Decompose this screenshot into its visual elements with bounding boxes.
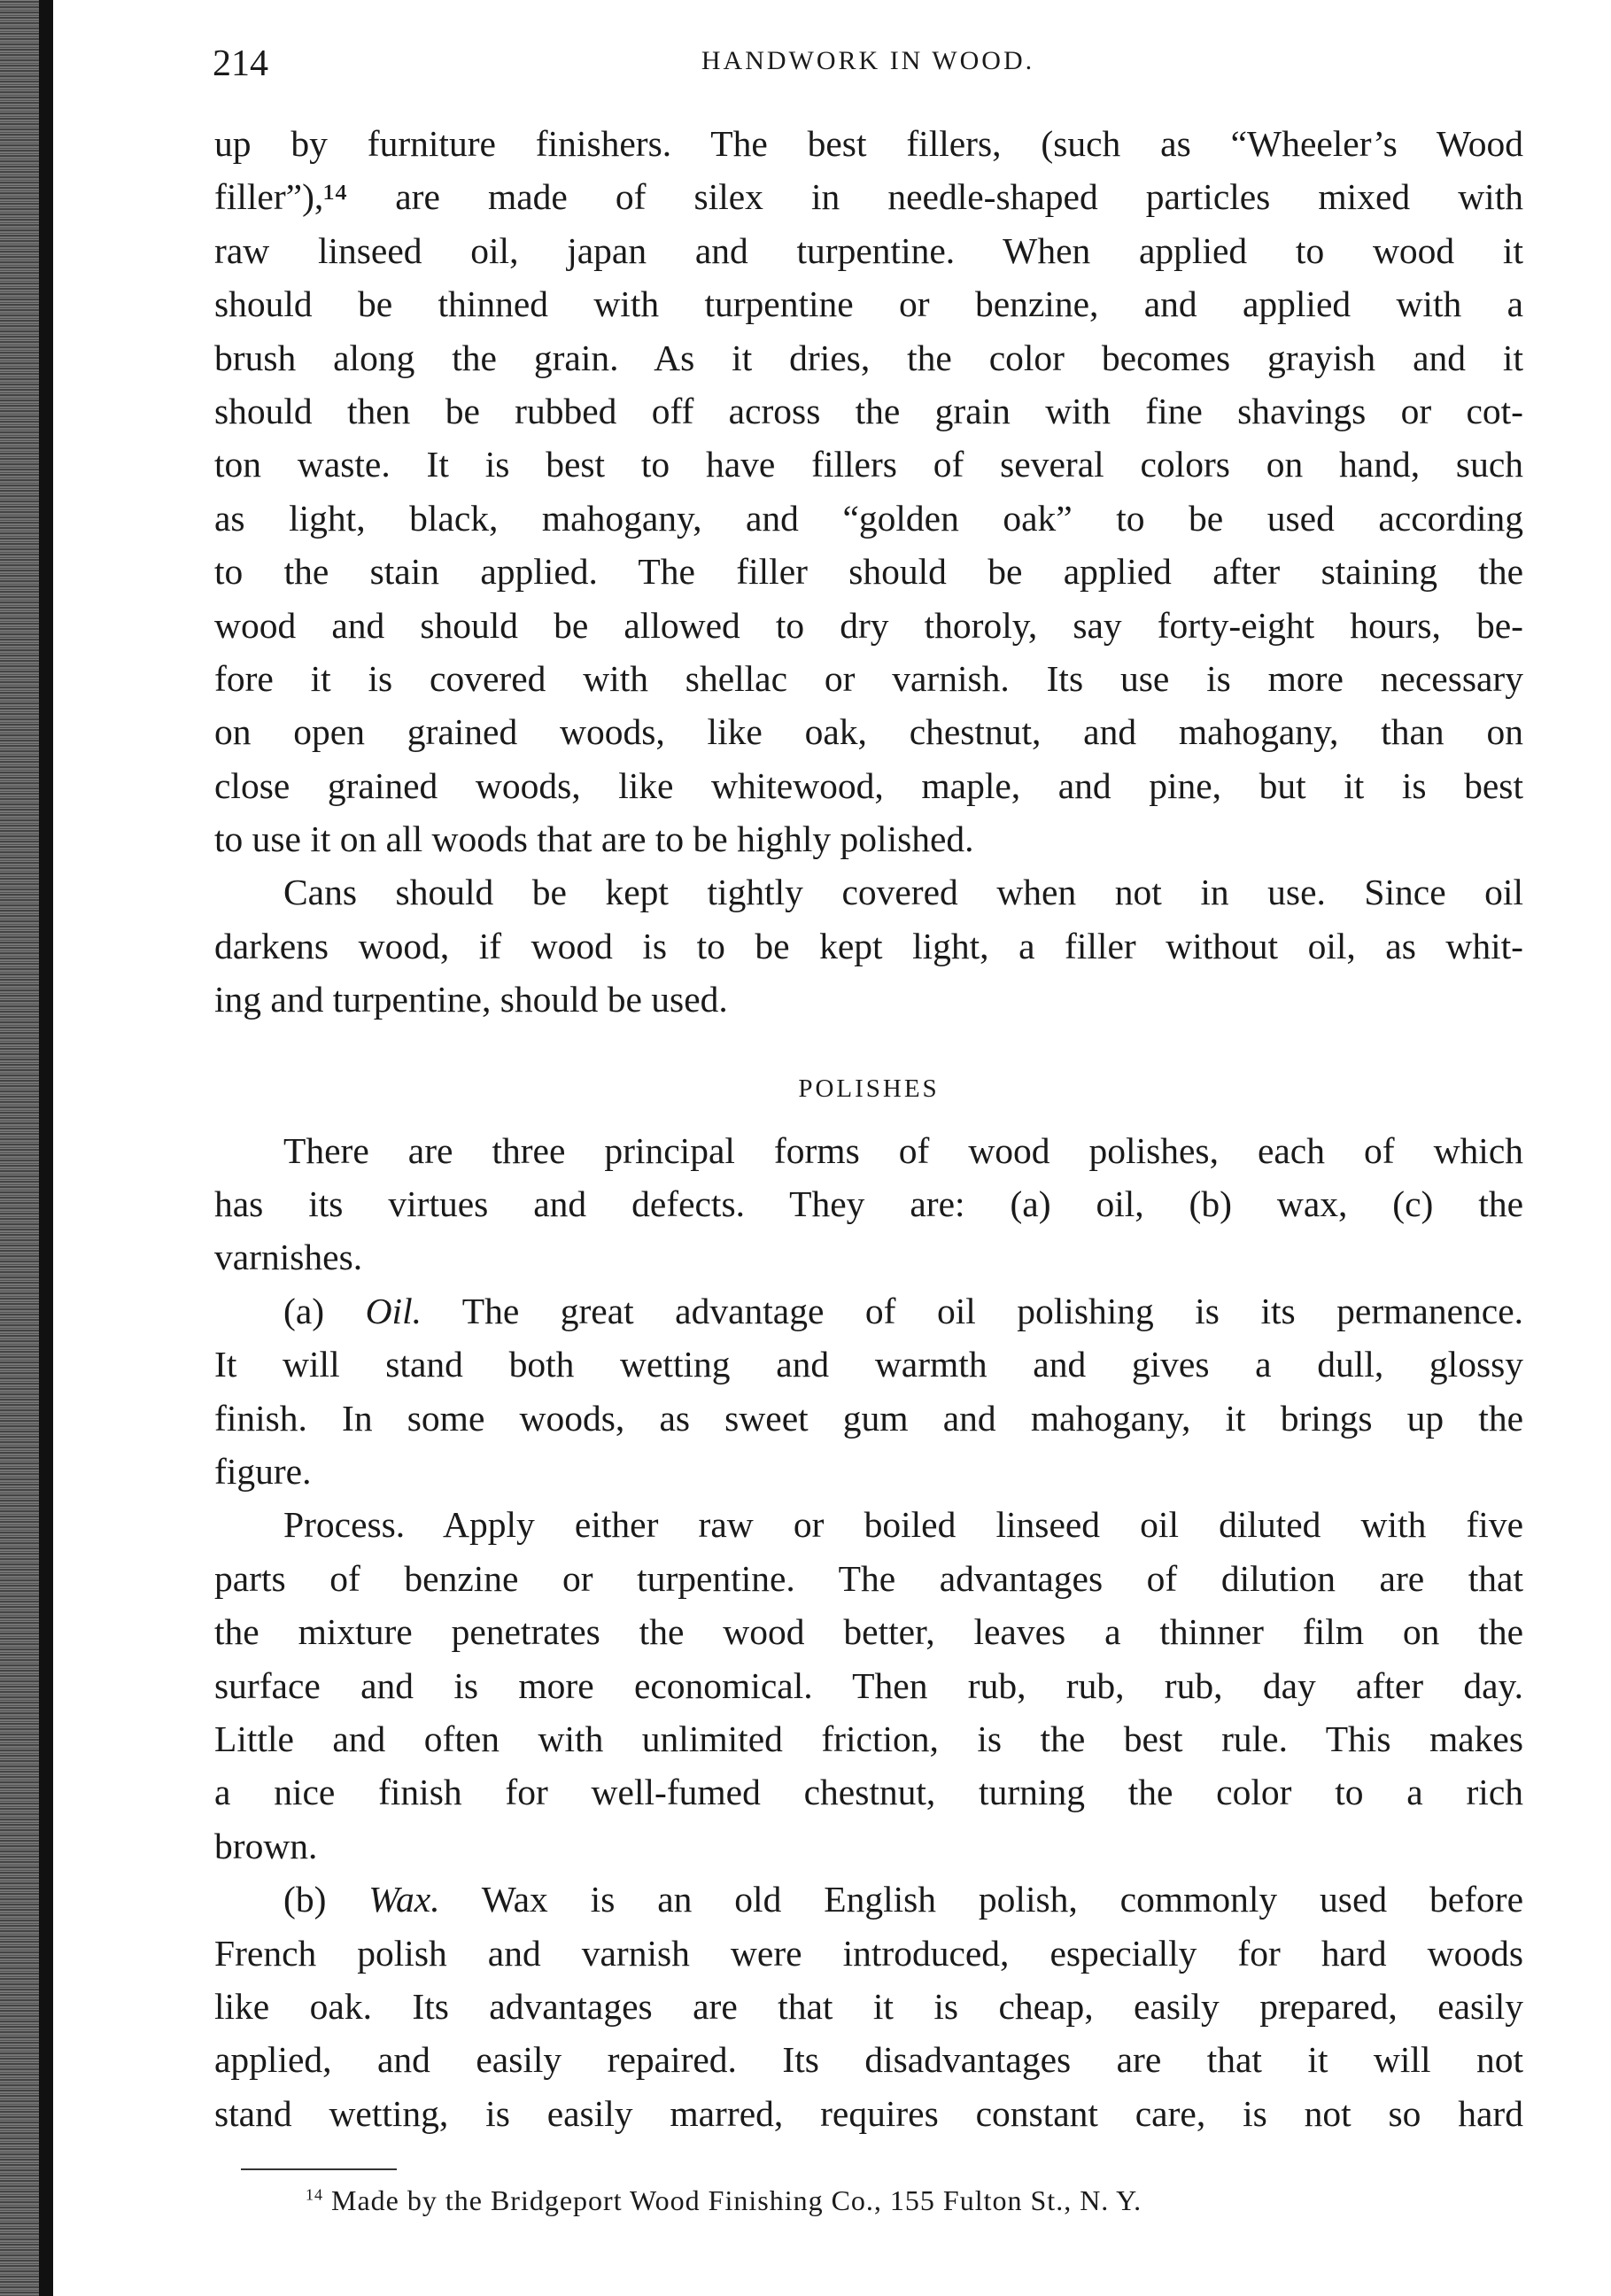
item-label: (b) (283, 1879, 369, 1920)
text-line: has its virtues and defects. They are: (a) oil, (b) wax, (c) the (214, 1183, 1523, 1225)
text-line: like oak. Its advantages are that it is cheap, easily prepared, easily (214, 1985, 1523, 2027)
text-line: filler”),¹⁴ are made of silex in needle-shaped particles mixed with (214, 176, 1523, 218)
text-line: parts of benzine or turpentine. The advantages of dilution are that (214, 1557, 1523, 1599)
text-line: It will stand both wetting and warmth and gives a dull, glossy (214, 1344, 1523, 1385)
section-heading-polishes: POLISHES (798, 1074, 940, 1103)
text-line: applied, and easily repaired. Its disadvantages are that it will not (214, 2039, 1523, 2081)
text-line: finish. In some woods, as sweet gum and mahogany, it brings up the (214, 1397, 1523, 1439)
text-line: brush along the grain. As it dries, the color becomes grayish and it (214, 337, 1523, 378)
text-line: figure. (214, 1450, 312, 1492)
paragraph-process (214, 1498, 1523, 1873)
paragraph-fillers (214, 117, 1523, 865)
paragraph-cans (214, 865, 1523, 1026)
text-line (214, 1284, 1523, 1338)
text-line: the mixture penetrates the wood better, leaves a thinner film on the (214, 1611, 1523, 1653)
text-line: should then be rubbed off across the grain with fine shavings or cot- (214, 390, 1523, 431)
text-line: as light, black, mahogany, and “golden oak” to be used according (214, 497, 1523, 539)
text-line (214, 1873, 1523, 1926)
text-line: ton waste. It is best to have fillers of several colors on hand, such (214, 444, 1523, 485)
text-line: fore it is covered with shellac or varnish. Its use is more necessary (214, 657, 1523, 699)
text-fragment: The great advantage of oil polishing is its permanence. (421, 1290, 1523, 1331)
text-line: ing and turpentine, should be used. (214, 979, 728, 1020)
footnote-divider (241, 2168, 397, 2170)
item-label: (a) (283, 1290, 366, 1331)
text-fragment: Wax is an old English polish, commonly used before (439, 1879, 1524, 1920)
text-line: There are three principal forms of wood polishes, each of which (283, 1129, 1523, 1171)
text-line: should be thinned with turpentine or benzine, and applied with a (214, 283, 1523, 325)
page-number: 214 (213, 43, 268, 84)
text-line: on open grained woods, like oak, chestnut, and mahogany, than on (214, 711, 1523, 753)
text-line: Cans should be kept tightly covered when not in use. Since oil (283, 872, 1523, 913)
paragraph-wax (214, 1873, 1523, 2140)
text-line: stand wetting, is easily marred, requires constant care, is not so hard (214, 2092, 1523, 2134)
text-line: varnishes. (214, 1237, 363, 1278)
page-header (213, 43, 1523, 96)
text-line: Little and often with unlimited friction, is the best rule. This makes (214, 1718, 1523, 1759)
text-line: wood and should be allowed to dry thoroly, say forty-eight hours, be- (214, 604, 1523, 646)
text-line: French polish and varnish were introduced, especially for hard woods (214, 1932, 1523, 1974)
paragraph-polishes-intro (214, 1124, 1523, 1284)
footnote-marker: 14 (306, 2185, 323, 2204)
running-head: HANDWORK IN WOOD. (701, 46, 1035, 75)
text-line: surface and is more economical. Then rub, rub, rub, day after day. (214, 1664, 1523, 1706)
item-term-wax: Wax. (368, 1879, 440, 1920)
paragraph-oil (214, 1284, 1523, 1499)
text-line: raw linseed oil, japan and turpentine. When applied to wood it (214, 229, 1523, 271)
text-line: close grained woods, like whitewood, maple, and pine, but it is best (214, 764, 1523, 806)
page-body (214, 117, 1523, 2140)
text-line: Process. Apply either raw or boiled linseed oil diluted with five (283, 1504, 1523, 1546)
text-line: up by furniture finishers. The best fillers, (such as “Wheeler’s Wood (214, 123, 1523, 164)
text-line: darkens wood, if wood is to be kept light, a filler without oil, as whit- (214, 925, 1523, 966)
text-line: a nice finish for well-fumed chestnut, turning the color to a rich (214, 1772, 1523, 1813)
footnote (306, 2184, 1142, 2217)
footnote-text: Made by the Bridgeport Wood Finishing Co., 155 Fulton St., N. Y. (331, 2184, 1142, 2216)
text-line: to use it on all woods that are to be highly polished. (214, 818, 974, 860)
text-line: to the stain applied. The filler should be applied after staining the (214, 551, 1523, 593)
text-line: brown. (214, 1825, 318, 1866)
binding-shadow (39, 0, 53, 2296)
item-term-oil: Oil. (365, 1290, 422, 1331)
